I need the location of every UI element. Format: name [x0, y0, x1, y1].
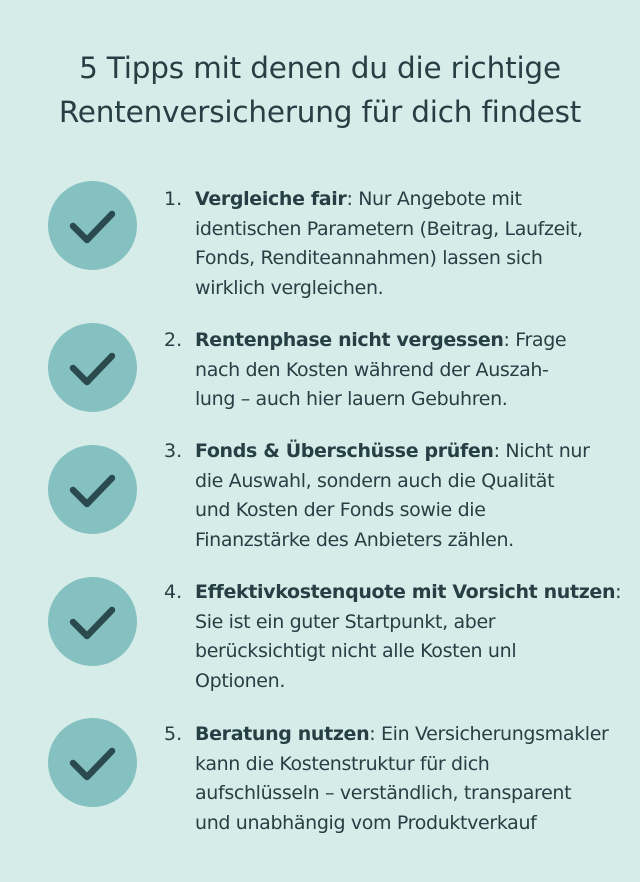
tip-heading: Beratung nutzen [195, 723, 370, 745]
tip-line: Fonds, Renditeannahmen) lassen sich [195, 247, 543, 269]
tip-line [195, 720, 635, 750]
tip-line: die Auswahl, sondern auch die Qualität [195, 469, 555, 492]
tip-line: lung – auch hier lauern Gebuhren. [195, 388, 508, 410]
tip-line [195, 578, 635, 608]
check-icon-graphic [48, 577, 137, 666]
tip-line-text: : Nur Angebote mit [346, 188, 522, 210]
tip-text [195, 437, 625, 555]
check-icon [48, 323, 137, 412]
tip-line: kann die Kostenstruktur für dich [195, 752, 490, 775]
tip-number: 3. [164, 440, 183, 462]
check-icon [48, 181, 137, 270]
tip-line: nach den Kosten während der Auszah- [195, 358, 549, 381]
tip-heading: Vergleiche fair [195, 188, 347, 210]
check-icon [48, 718, 137, 807]
tip-heading: Rentenphase nicht vergessen [195, 329, 504, 351]
tip-line: Finanzstärke des Anbieters zählen. [195, 528, 514, 551]
tip-line-text: : Nicht nur [493, 440, 590, 462]
tip-line [195, 185, 625, 215]
tip-number: 1. [164, 188, 183, 210]
check-icon-graphic [48, 323, 137, 412]
tip-line: berücksichtigt nicht alle Kosten unl [195, 640, 517, 662]
check-icon [48, 577, 137, 666]
tip-text [195, 185, 625, 303]
page-title [0, 46, 640, 134]
check-icon-graphic [48, 445, 137, 534]
check-icon [48, 445, 137, 534]
tip-heading: Effektivkostenquote mit Vorsicht nutzen [195, 581, 616, 603]
title-line-1: 5 Tipps mit denen du die richtige [79, 51, 561, 85]
tip-line: und Kosten der Fonds sowie die [195, 499, 486, 521]
tip-number: 4. [164, 581, 183, 603]
tip-line: Sie ist ein guter Startpunkt, aber [195, 610, 496, 633]
tip-line: und unabhängig vom Produktverkauf [195, 811, 537, 834]
tip-line [195, 437, 625, 467]
tip-text [195, 578, 635, 696]
tip-line-text: : Ein Versicherungsmakler [369, 723, 609, 745]
check-icon-graphic [48, 181, 137, 270]
tip-line: identischen Parametern (Beitrag, Laufzeit, [195, 217, 583, 240]
tip-line-text: : Frage [503, 329, 567, 351]
tip-text [195, 326, 625, 415]
tip-line: wirklich vergleichen. [195, 276, 384, 299]
check-icon-graphic [48, 718, 137, 807]
tip-line [195, 326, 625, 356]
tip-line: Optionen. [195, 669, 286, 692]
tip-line-text: : [615, 581, 622, 603]
tip-number: 2. [164, 329, 183, 351]
tip-text [195, 720, 635, 838]
title-line-2: Rentenversicherung für dich findest [58, 95, 582, 129]
tip-heading: Fonds & Überschüsse prüfen [195, 440, 494, 462]
tip-number: 5. [164, 723, 183, 745]
tip-line: aufschlüsseln – verständlich, transparent [195, 782, 572, 804]
